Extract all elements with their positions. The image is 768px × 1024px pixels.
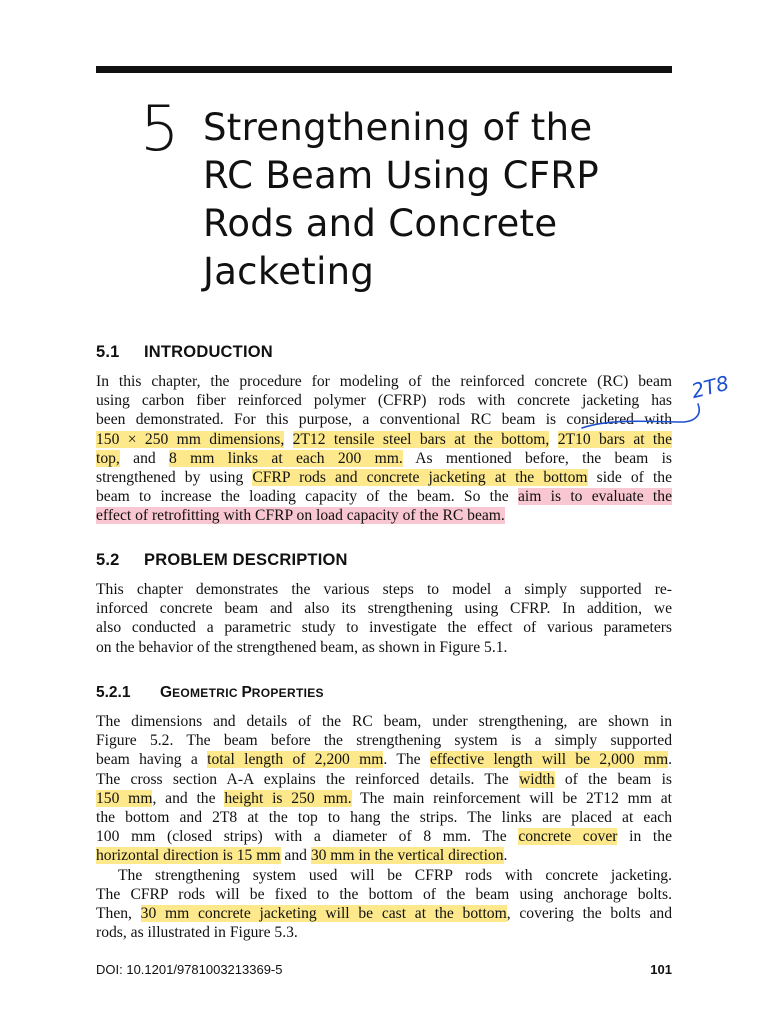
highlight-yellow: 2T10 bars at the: [557, 430, 672, 448]
text-run: also conducted a parametric study to investigate the effect of various parameters: [96, 619, 672, 637]
text-line: [96, 618, 672, 637]
highlight-yellow: 150 mm: [96, 789, 153, 807]
section-title: INTRODUCTION: [144, 343, 273, 361]
text-run: [549, 431, 557, 448]
text-line: [96, 638, 672, 657]
text-run: .: [668, 751, 672, 769]
text-line: [96, 789, 672, 808]
chapter-title-line: RC Beam Using CFRP: [203, 154, 599, 197]
chapter-title-line: Rods and Concrete: [203, 202, 558, 245]
text-line: [96, 808, 672, 827]
text-line: [96, 846, 672, 865]
text-line: [96, 827, 672, 846]
text-run: This chapter demonstrates the various steps to model a simply supported re-: [96, 581, 672, 598]
text-line: [96, 449, 672, 468]
text-run: .: [503, 847, 508, 865]
chapter-title-line: Strengthening of the: [203, 106, 593, 149]
paragraph-introduction: [96, 372, 672, 526]
annotation-arrow-stroke: [582, 404, 699, 428]
text-run: inforced concrete beam and also its strengthening using CFRP. In addition, we: [96, 600, 672, 618]
paragraph-problem-description: [96, 580, 672, 657]
text-run: rods, as illustrated in Figure 5.3.: [96, 924, 298, 942]
text-run: The main reinforcement will be 2T12 mm at: [351, 789, 672, 807]
highlight-yellow: 150 × 250 mm dimensions,: [96, 430, 285, 448]
text-run: beam to increase the loading capacity of the beam. So the: [96, 488, 518, 506]
text-line: [96, 866, 672, 885]
text-run: [284, 431, 292, 448]
highlight-yellow: height is 250 mm.: [224, 789, 352, 807]
text-line: [96, 599, 672, 618]
text-line: [96, 770, 672, 789]
text-line: [96, 487, 672, 506]
highlight-yellow: concrete cover: [518, 828, 618, 846]
text-line: [96, 580, 672, 599]
chapter-number: 5: [140, 92, 180, 165]
subsection-number: 5.2.1: [96, 684, 131, 701]
highlight-yellow: horizontal direction is 15 mm: [96, 847, 281, 865]
section-number: 5.1: [96, 343, 120, 361]
footer-doi: DOI: 10.1201/9781003213369-5: [96, 962, 283, 977]
highlight-pink: aim is to evaluate the: [517, 488, 672, 506]
text-run: using carbon fiber reinforced polymer (CFRP) rods with concrete jacketing has: [96, 392, 672, 410]
subsection-heading-geometric-properties: [96, 684, 324, 702]
text-run: beam having a: [96, 751, 208, 769]
subsection-title-part: P: [241, 684, 252, 701]
text-line: [96, 430, 672, 449]
text-line: [96, 468, 672, 487]
highlight-yellow: total length of 2,200 mm: [207, 751, 384, 769]
text-run: . The: [383, 751, 430, 769]
text-run: and: [280, 847, 311, 865]
section-title: PROBLEM DESCRIPTION: [144, 551, 348, 569]
text-run: 100 mm (closed strips) with a diameter of 8 mm. The: [96, 828, 519, 846]
handwritten-annotation: [592, 366, 732, 436]
text-line: [96, 372, 672, 391]
section-heading-problem-description: [96, 551, 348, 570]
subsection-title-part: G: [160, 684, 173, 701]
subsection-title-part: EOMETRIC: [172, 686, 242, 700]
text-run: , covering the bolts and: [506, 904, 672, 922]
text-run: been demonstrated. For this purpose, a conventional RC beam is considered with: [96, 411, 672, 429]
text-line: [96, 506, 672, 525]
highlight-yellow: 30 mm in the vertical direction: [310, 847, 504, 865]
highlight-yellow: 8 mm links at each 200 mm.: [169, 449, 403, 467]
text-run: Figure 5.2. The beam before the strengthening system is a simply supported: [96, 732, 672, 750]
text-run: strengthened by using: [96, 468, 253, 486]
highlight-yellow: width: [518, 770, 555, 788]
top-rule: [96, 66, 672, 73]
highlight-yellow: CFRP rods and concrete jacketing at the bottom: [252, 468, 588, 486]
text-run: The cross section A-A explains the reinforced details. The: [96, 770, 519, 788]
text-run: in the: [617, 828, 672, 846]
highlight-yellow: 30 mm concrete jacketing will be cast at the bottom: [140, 904, 507, 922]
section-heading-introduction: [96, 343, 273, 362]
text-run: side of the: [587, 468, 673, 486]
text-run: of the beam is: [554, 770, 672, 788]
highlight-yellow: effective length will be 2,000 mm: [429, 751, 669, 769]
highlight-pink: effect of retrofitting with CFRP on load capacity of the RC beam.: [96, 507, 505, 525]
text-line: [96, 885, 672, 904]
page-number: 101: [650, 962, 672, 977]
paragraph-geometric-properties: [96, 712, 672, 942]
chapter-title-line: Jacketing: [203, 250, 375, 293]
highlight-yellow: top,: [96, 449, 120, 467]
text-line: [96, 923, 672, 942]
text-run: The strengthening system used will be CFRP rods with concrete jacketing.: [118, 866, 672, 884]
text-run: As mentioned before, the beam is: [402, 449, 673, 467]
section-number: 5.2: [96, 551, 120, 569]
annotation-text: 2T8: [688, 370, 732, 404]
text-run: , and the: [152, 789, 225, 807]
chapter-title: [203, 104, 673, 296]
text-run: Then,: [96, 904, 141, 922]
text-line: [96, 391, 672, 410]
text-run: The dimensions and details of the RC beam, under strengthening, are shown in: [96, 713, 672, 730]
text-run: The CFRP rods will be fixed to the bottom of the beam using anchorage bolts.: [96, 885, 672, 903]
text-run: and: [119, 449, 170, 467]
subsection-title-part: ROPERTIES: [251, 686, 324, 700]
text-run: the bottom and 2T8 at the top to hang the strips. The links are placed at each: [96, 808, 672, 826]
text-run: In this chapter, the procedure for modeling of the reinforced concrete (RC) beam: [96, 373, 672, 390]
text-line: [96, 712, 672, 731]
text-line: [96, 904, 672, 923]
text-run: on the behavior of the strengthened beam, as shown in Figure 5.1.: [96, 638, 508, 656]
text-line: [96, 750, 672, 769]
text-line: [96, 731, 672, 750]
highlight-yellow: 2T12 tensile steel bars at the bottom,: [292, 430, 550, 448]
